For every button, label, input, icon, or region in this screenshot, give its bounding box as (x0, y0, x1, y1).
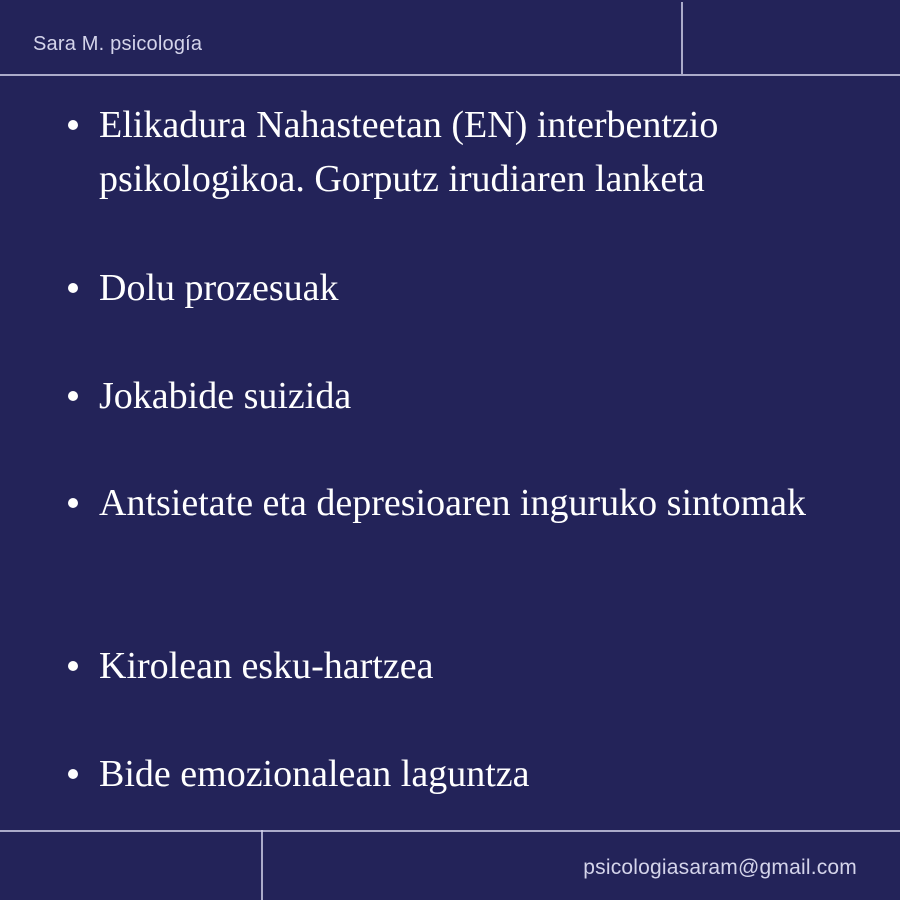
bottom-divider (0, 830, 900, 832)
bottom-vertical-divider (261, 830, 263, 900)
bullet-dot (68, 283, 78, 293)
bullet-dot (68, 391, 78, 401)
bullet-dot (68, 120, 78, 130)
brand-name: Sara M. psicología (33, 33, 203, 55)
contact-email: psicologiasaram@gmail.com (583, 856, 857, 879)
bullet-dot (68, 769, 78, 779)
bullet-dot (68, 661, 78, 671)
service-text: Antsietate eta depresioaren inguruko sintomak (99, 482, 807, 524)
service-text: Bide emozionalean laguntza (99, 753, 530, 795)
service-text: Jokabide suizida (99, 375, 352, 417)
service-text: Elikadura Nahasteetan (EN) interbentzio psikologikoa. Gorputz irudiaren lanketa (99, 104, 719, 200)
service-text: Dolu prozesuak (99, 267, 339, 309)
bullet-dot (68, 498, 78, 508)
service-text: Kirolean esku-hartzea (99, 645, 434, 687)
